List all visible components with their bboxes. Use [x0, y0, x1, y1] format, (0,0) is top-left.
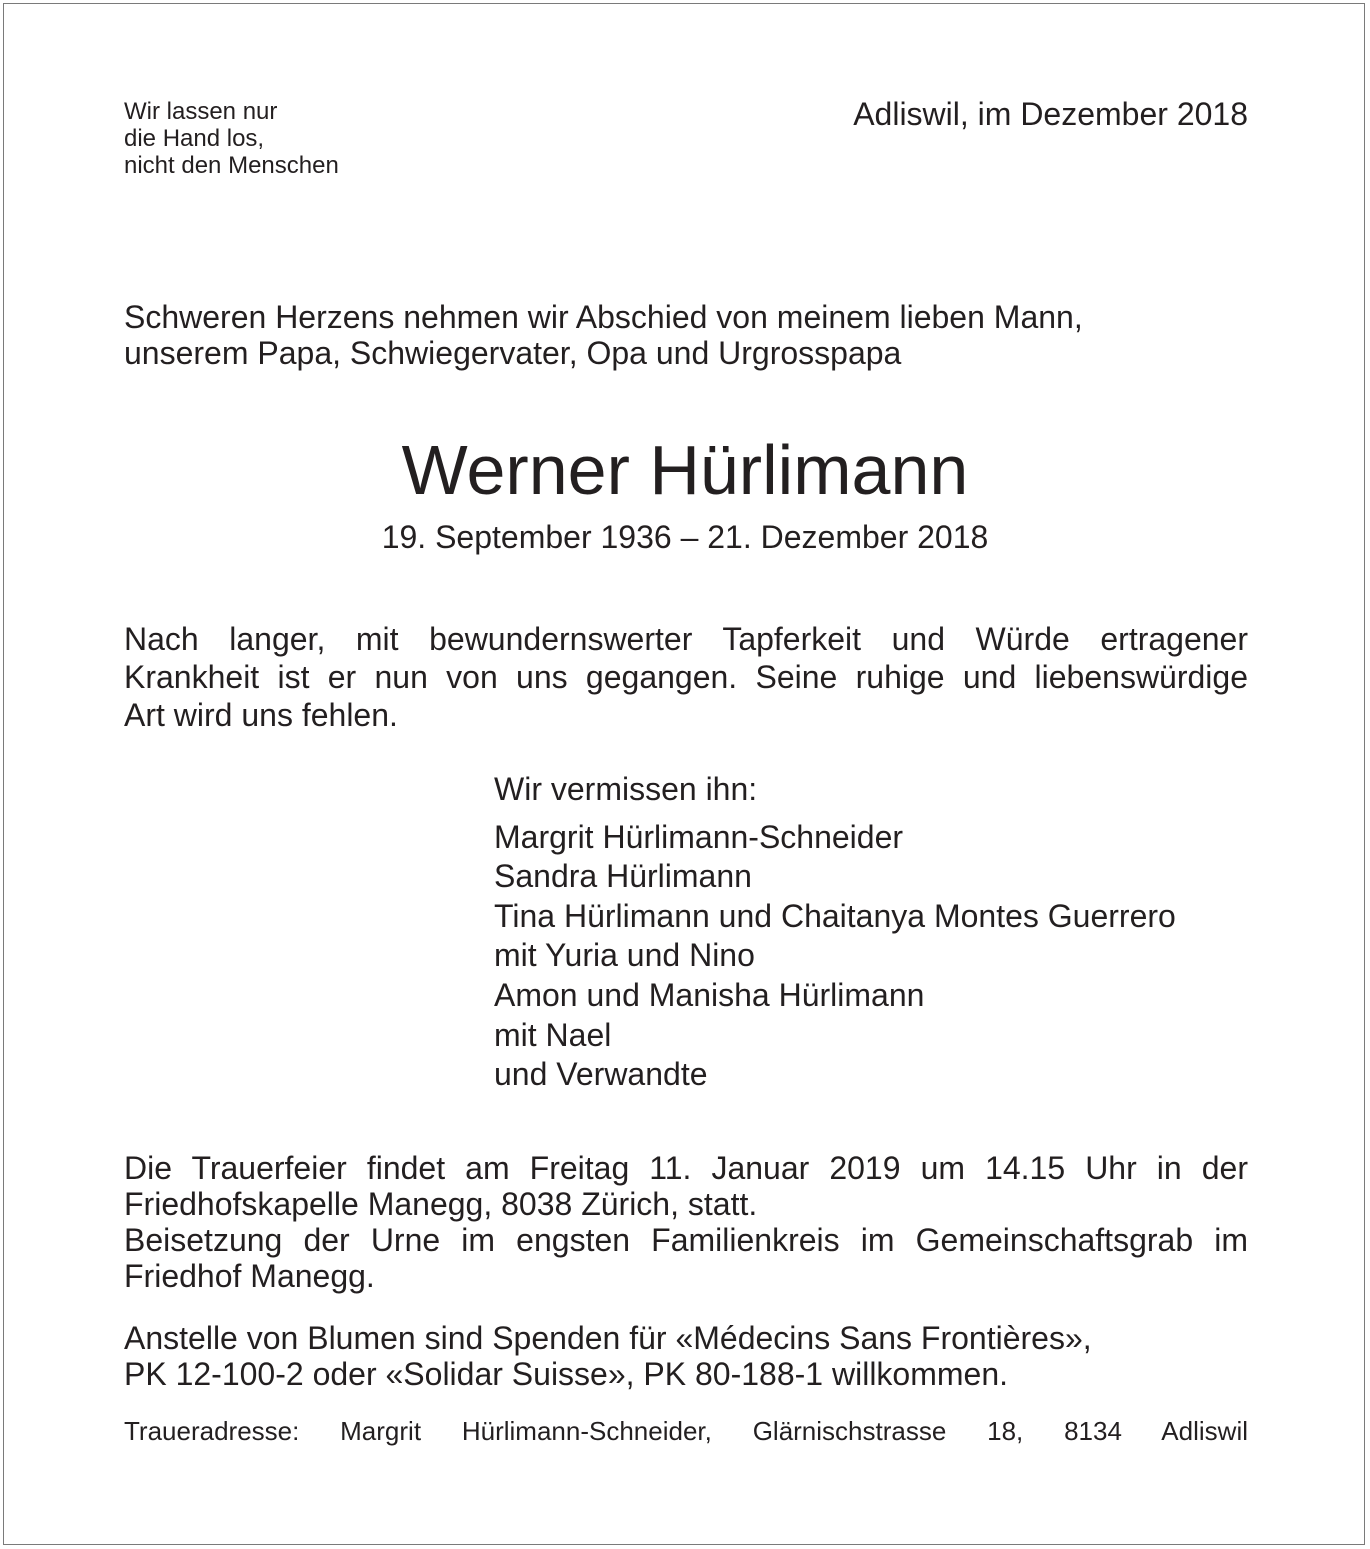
- ceremony-paragraph: [124, 1150, 1248, 1294]
- motto-line: Wir lassen nur: [124, 98, 278, 125]
- farewell-line: Nach langer, mit bewundernswerter Tapferkeit und Würde ertragener: [124, 621, 1248, 657]
- mourning-address: Traueradresse: Margrit Hürlimann-Schneider, Glärnischstrasse 18, 8134 Adliswil: [124, 1416, 1248, 1446]
- donation-paragraph: [124, 1320, 1092, 1392]
- intro-line: unserem Papa, Schwiegervater, Opa und Urgrosspapa: [124, 335, 902, 371]
- ceremony-line: Friedhofskapelle Manegg, 8038 Zürich, statt.: [124, 1186, 758, 1222]
- mourner-entry: mit Yuria und Nino: [494, 937, 755, 974]
- farewell-paragraph: [124, 620, 1248, 734]
- place-date: Adliswil, im Dezember 2018: [853, 96, 1248, 132]
- farewell-line: Krankheit ist er nun von uns gegangen. Seine ruhige und liebenswürdige: [124, 659, 1248, 695]
- deceased-name: Werner Hürlimann: [401, 431, 969, 509]
- mourner-entry: und Verwandte: [494, 1056, 708, 1093]
- ceremony-line: Beisetzung der Urne im engsten Familienkreis im Gemeinschaftsgrab im: [124, 1222, 1248, 1258]
- motto-line: die Hand los,: [124, 125, 265, 152]
- motto: [124, 98, 339, 179]
- mourner-entry: Amon und Manisha Hürlimann: [494, 976, 925, 1013]
- mourners-list: [494, 770, 1176, 1095]
- life-dates: 19. September 1936 – 21. Dezember 2018: [381, 519, 989, 555]
- mourners-heading: Wir vermissen ihn:: [494, 771, 758, 807]
- mourner-entry: Margrit Hürlimann-Schneider: [494, 818, 904, 855]
- mourner-entry: mit Nael: [494, 1016, 612, 1053]
- ceremony-line: Friedhof Manegg.: [124, 1258, 375, 1294]
- donation-line: Anstelle von Blumen sind Spenden für «Médecins Sans Frontières»,: [124, 1320, 1092, 1356]
- motto-line: nicht den Menschen: [124, 152, 339, 179]
- farewell-line: Art wird uns fehlen.: [124, 697, 398, 733]
- ceremony-line: Die Trauerfeier findet am Freitag 11. Januar 2019 um 14.15 Uhr in der: [124, 1150, 1248, 1186]
- mourner-entry: Tina Hürlimann und Chaitanya Montes Guerrero: [494, 897, 1176, 934]
- intro-line: Schweren Herzens nehmen wir Abschied von meinem lieben Mann,: [124, 299, 1083, 335]
- intro-text: [124, 299, 1083, 371]
- mourner-entry: Sandra Hürlimann: [494, 858, 752, 895]
- donation-line: PK 12-100-2 oder «Solidar Suisse», PK 80-188-1 willkommen.: [124, 1356, 1009, 1392]
